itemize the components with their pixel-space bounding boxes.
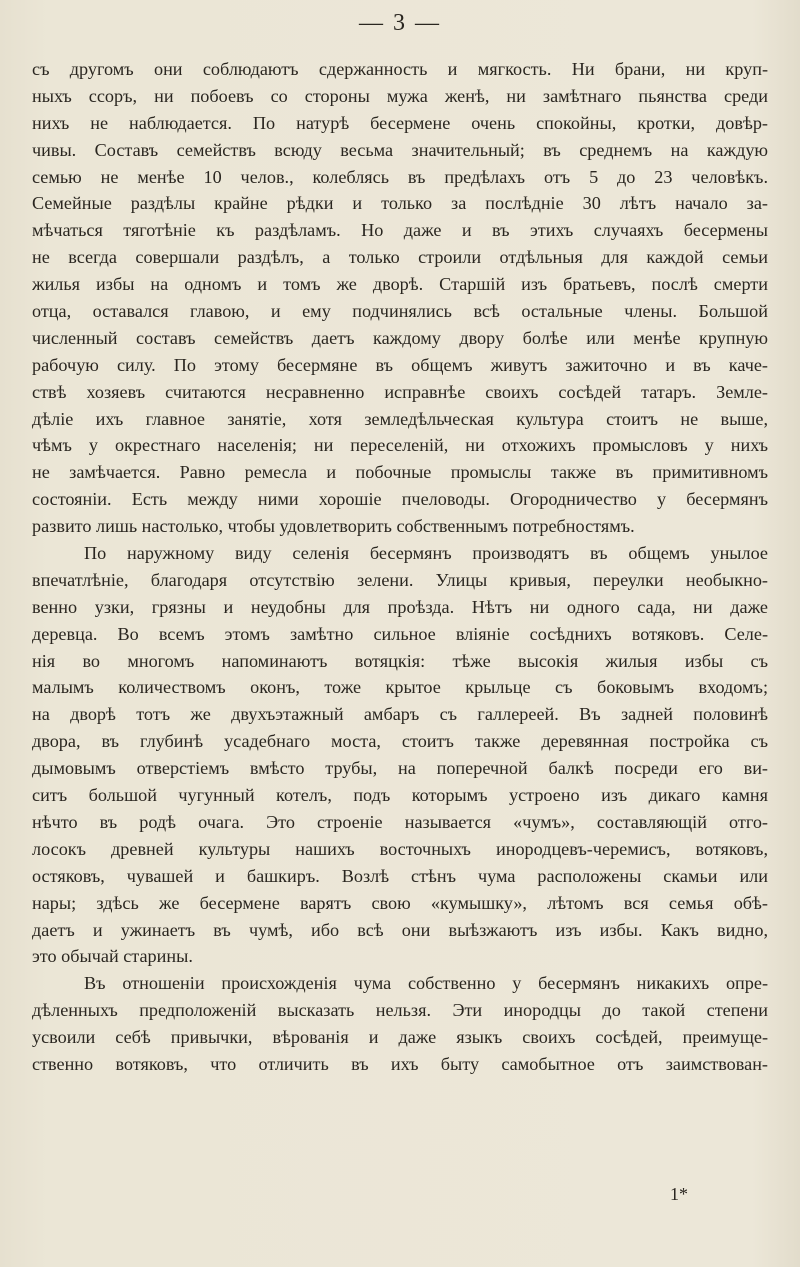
text-line: венно узки, грязны и неудобны для проѣзда. Нѣтъ ни одного сада, ни даже bbox=[32, 596, 768, 617]
text-line: нѣчто въ родѣ очага. Это строеніе называется «чумъ», составляющій отго- bbox=[32, 811, 768, 832]
page-number: — 3 — bbox=[359, 10, 441, 36]
text-line: дѣленныхъ предположеній высказать нельзя. Эти инородцы до такой степени bbox=[32, 1000, 768, 1021]
text-line: ныхъ ссоръ, ни побоевъ со стороны мужа женѣ, ни замѣтнаго пьянства среди bbox=[32, 85, 768, 106]
text-line: лосокъ древней культуры нашихъ восточныхъ инородцевъ-черемисъ, вотяковъ, bbox=[32, 838, 768, 859]
signature-mark: 1* bbox=[670, 1184, 688, 1204]
text-line: нары; здѣсь же бесермене варятъ свою «кумышку», лѣтомъ вся семья обѣ- bbox=[32, 892, 768, 913]
text-line: ствѣ хозяевъ считаются несравненно исправнѣе своихъ сосѣдей татаръ. Земле- bbox=[32, 381, 768, 402]
body-text bbox=[32, 56, 768, 1078]
text-line: усвоили себѣ привычки, вѣрованія и даже языкъ своихъ сосѣдей, преимуще- bbox=[32, 1027, 768, 1048]
text-line: Семейные раздѣлы крайне рѣдки и только за послѣдніе 30 лѣтъ начало за- bbox=[32, 193, 768, 214]
text-line: съ другомъ они соблюдаютъ сдержанность и мягкость. Ни брани, ни круп- bbox=[32, 59, 768, 79]
paragraph bbox=[32, 540, 768, 970]
text-line: Въ отношеніи происхожденія чума собственно у бесермянъ никакихъ опре- bbox=[84, 973, 768, 994]
text-line: малымъ количествомъ оконъ, тоже крытое крыльце съ боковымъ входомъ; bbox=[32, 677, 768, 698]
text-line: отца, оставался главою, и ему подчинялись всѣ остальные члены. Большой bbox=[32, 301, 768, 322]
text-line: дымовымъ отверстіемъ вмѣсто трубы, на поперечной балкѣ посреди его ви- bbox=[32, 758, 768, 779]
text-line: мѣчаться тяготѣніе къ раздѣламъ. Но даже и въ этихъ случаяхъ бесермены bbox=[32, 220, 768, 241]
text-line: жилья избы на одномъ и томъ же дворѣ. Старшій изъ братьевъ, послѣ смерти bbox=[32, 274, 768, 295]
text-line: нія во многомъ напоминаютъ вотяцкія: тѣже высокія жилыя избы съ bbox=[32, 650, 768, 671]
text-line: не всегда совершали раздѣлъ, а только строили отдѣльныя для каждой семьи bbox=[32, 247, 768, 268]
text-line: ситъ большой чугунный котелъ, подъ которымъ устроено изъ дикаго камня bbox=[32, 785, 768, 806]
text-line: на дворѣ тотъ же двухъэтажный амбаръ съ галлереей. Въ задней половинѣ bbox=[32, 704, 768, 725]
text-line: даетъ и ужинаетъ въ чумѣ, ибо всѣ они выѣзжаютъ изъ избы. Какъ видно, bbox=[32, 919, 768, 940]
text-line: чѣмъ у окрестнаго населенія; ни переселеній, ни отхожихъ промысловъ у нихъ bbox=[32, 435, 768, 456]
text-line: дѣліе ихъ главное занятіе, хотя земледѣльческая культура стоитъ не выше, bbox=[32, 408, 768, 429]
text-line: ственно вотяковъ, что отличить въ ихъ быту самобытное отъ заимствован- bbox=[32, 1053, 768, 1074]
text-line: семью не менѣе 10 челов., колеблясь въ предѣлахъ отъ 5 до 23 человѣкъ. bbox=[32, 166, 768, 187]
text-line: не замѣчается. Равно ремесла и побочные промыслы также въ примитивномъ bbox=[32, 462, 768, 483]
text-line: рабочую силу. По этому бесермяне въ общемъ живутъ зажиточно и въ каче- bbox=[32, 354, 768, 375]
text-line: остяковъ, чувашей и башкиръ. Возлѣ стѣнъ чума расположены скамьи или bbox=[32, 865, 768, 886]
text-line: чивы. Составъ семействъ всюду весьма значительный; въ среднемъ на каждую bbox=[32, 139, 768, 160]
text-line: развито лишь настолько, чтобы удовлетворить собственнымъ потребностямъ. bbox=[32, 516, 635, 537]
text-line: нихъ не наблюдается. По натурѣ бесермене очень спокойны, кротки, довѣр- bbox=[32, 112, 768, 133]
text-line: численный составъ семействъ даетъ каждому двору болѣе или менѣе крупную bbox=[32, 327, 768, 348]
text-line: это обычай старины. bbox=[32, 946, 193, 967]
paragraph bbox=[32, 56, 768, 540]
text-line: деревца. Во всемъ этомъ замѣтно сильное вліяніе сосѣднихъ вотяковъ. Селе- bbox=[32, 623, 768, 644]
text-line: впечатлѣніе, благодаря отсутствію зелени. Улицы кривыя, переулки необыкно- bbox=[32, 569, 768, 590]
text-line: двора, въ глубинѣ усадебнаго моста, стоитъ также деревянная постройка съ bbox=[32, 731, 768, 752]
paragraph bbox=[32, 970, 768, 1078]
text-line: По наружному виду селенія бесермянъ производятъ въ общемъ унылое bbox=[84, 543, 768, 564]
text-line: состояніи. Есть между ними хорошіе пчеловоды. Огородничество у бесермянъ bbox=[32, 489, 768, 510]
